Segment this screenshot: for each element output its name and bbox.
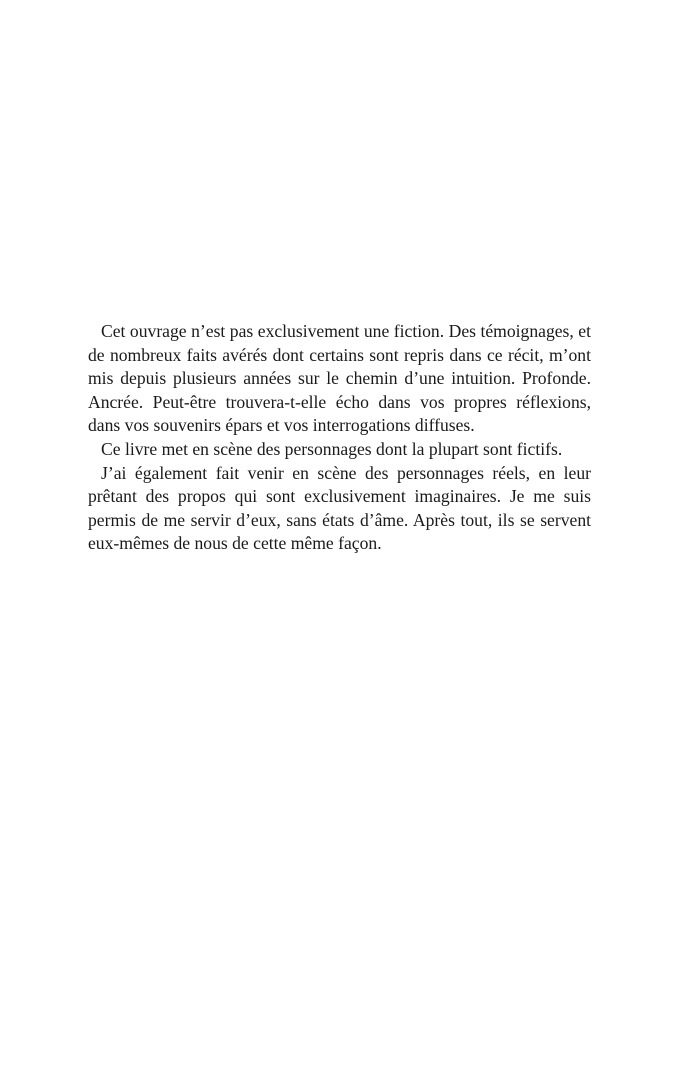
foreword-text: [88, 320, 591, 556]
paragraph-fiction-disclaimer: Cet ouvrage n’est pas exclusivement une fiction. Des témoignages, et de nombreux faits avérés dont certains sont repris dans ce récit, m’ont mis depuis plusieurs années sur le chemin d’une intuition. Profonde. Ancrée. Peut-être trouvera-t-elle écho dans vos propres réflexions, dans vos souvenirs épars et vos interrogations diffuses.: [88, 321, 591, 436]
paragraph-fictional-characters: Ce livre met en scène des personnages dont la plupart sont fictifs.: [101, 438, 563, 459]
paragraph-real-characters: J’ai également fait venir en scène des personnages réels, en leur prêtant des propos qui sont exclusivement imaginaires. Je me suis permis de me servir d’eux, sans états d’âme. Après tout, ils se servent eux-mêmes de nous de cette même façon.: [88, 462, 591, 554]
